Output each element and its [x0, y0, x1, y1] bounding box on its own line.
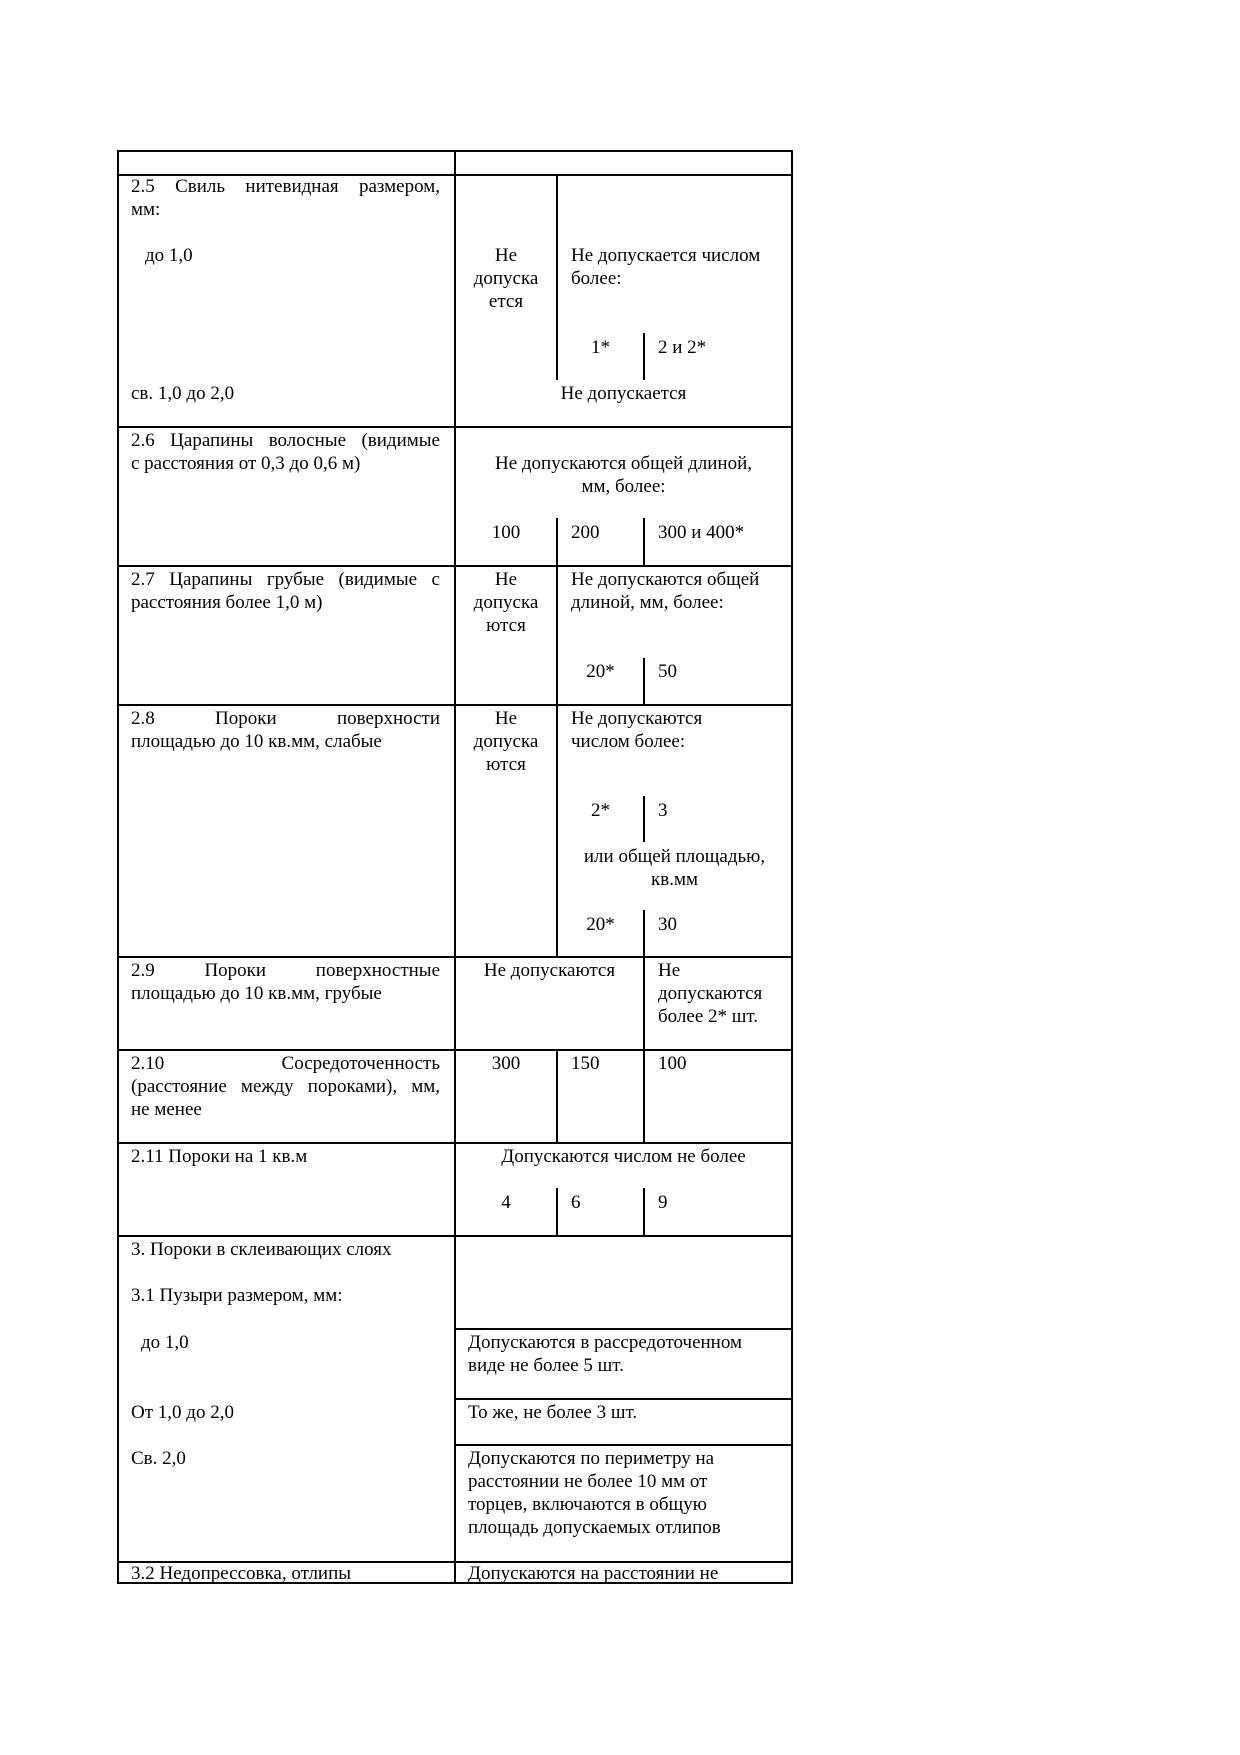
- cell-value: 3: [658, 800, 668, 821]
- cell-value: 9: [658, 1192, 668, 1213]
- row-title-cont: площадью до 10 кв.мм, слабые: [131, 731, 382, 752]
- cell-text: допускаются: [658, 983, 763, 1004]
- cell-text: площадь допускаемых отлипов: [468, 1517, 721, 1538]
- cell-text: виде не более 5 шт.: [468, 1355, 624, 1376]
- cell-value: 20*: [586, 914, 615, 935]
- cell-text: или общей площадью,: [583, 846, 766, 867]
- cell-value: 100: [491, 522, 521, 543]
- row-title-cont: мм:: [131, 199, 161, 220]
- cell-text: Не допускается числом: [571, 245, 761, 266]
- cell-text: Не допускаются общей: [571, 569, 760, 590]
- cell-value: 150: [571, 1053, 600, 1074]
- cell-text: мм, более:: [581, 476, 666, 497]
- cell-text: Допускаются по периметру на: [468, 1448, 715, 1469]
- cell-value: 100: [658, 1053, 687, 1074]
- cell-text: Не допускаются общей длиной,: [494, 453, 752, 474]
- row-title: 3.1 Пузыри размером, мм:: [131, 1285, 343, 1306]
- cell-text: Допускаются в рассредоточенном: [468, 1332, 743, 1353]
- cell-text: более:: [571, 268, 622, 289]
- row-title-cont: расстояния более 1,0 м): [131, 592, 323, 613]
- row-subitem: до 1,0: [141, 1332, 189, 1353]
- section-title: 3. Пороки в склеивающих слоях: [131, 1239, 392, 1260]
- cell-text: Допускаются на расстоянии не: [468, 1563, 719, 1584]
- row-title: 2.9 Пороки поверхностные: [131, 960, 440, 981]
- row-title-cont: (расстояние между пороками), мм,: [131, 1076, 440, 1097]
- cell-text: ется: [488, 291, 524, 312]
- row-title: 3.2 Недопрессовка, отлипы: [131, 1563, 352, 1584]
- row-title: 2.10 Сосредоточенность: [131, 1053, 440, 1074]
- cell-text: ются: [486, 754, 526, 775]
- cell-text: Не: [494, 245, 518, 266]
- cell-text: более 2* шт.: [658, 1006, 759, 1027]
- row-subitem: св. 1,0 до 2,0: [131, 383, 235, 404]
- row-subitem: до 1,0: [145, 245, 193, 266]
- cell-text: ются: [486, 615, 526, 636]
- cell-text: Не допускаются: [483, 960, 616, 981]
- row-title: 2.11 Пороки на 1 кв.м: [131, 1146, 308, 1167]
- cell-text: Не: [494, 569, 518, 590]
- row-title-cont: площадью до 10 кв.мм, грубые: [131, 983, 382, 1004]
- cell-text: числом более:: [571, 731, 686, 752]
- cell-text: Не: [658, 960, 681, 981]
- cell-value: 50: [658, 661, 677, 682]
- row-title: 2.6 Царапины волосные (видимые: [131, 430, 440, 451]
- cell-value: 300 и 400*: [658, 522, 745, 543]
- row-subitem: От 1,0 до 2,0: [131, 1402, 234, 1423]
- cell-text: Допускаются числом не более: [501, 1146, 746, 1167]
- row-title: 2.8 Пороки поверхности: [131, 708, 440, 729]
- cell-text: Не: [494, 708, 518, 729]
- row-title: 2.5 Свиль нитевидная размером,: [131, 176, 440, 197]
- row-subitem: Св. 2,0: [131, 1448, 186, 1469]
- cell-text: расстоянии не более 10 мм от: [468, 1471, 708, 1492]
- cell-value: 2*: [591, 800, 610, 821]
- cell-value: 4: [501, 1192, 511, 1213]
- cell-text: допуска: [473, 268, 539, 289]
- cell-text: Не допускаются: [571, 708, 703, 729]
- cell-value: 300: [491, 1053, 521, 1074]
- cell-value: 6: [571, 1192, 581, 1213]
- cell-value: 1*: [591, 337, 610, 358]
- cell-value: 2 и 2*: [658, 337, 707, 358]
- cell-value: 200: [571, 522, 600, 543]
- cell-text: допуска: [473, 731, 539, 752]
- cell-text: То же, не более 3 шт.: [468, 1402, 638, 1423]
- cell-text: длиной, мм, более:: [571, 592, 724, 613]
- cell-text: кв.мм: [651, 869, 698, 890]
- cell-text: торцев, включаются в общую: [468, 1494, 707, 1515]
- cell-value: 20*: [586, 661, 615, 682]
- cell-text: Не допускается: [560, 383, 687, 404]
- cell-text: допуска: [473, 592, 539, 613]
- row-title-cont: не менее: [131, 1099, 202, 1120]
- row-title-cont: с расстояния от 0,3 до 0,6 м): [131, 453, 361, 474]
- row-title: 2.7 Царапины грубые (видимые с: [131, 569, 440, 590]
- cell-value: 30: [658, 914, 677, 935]
